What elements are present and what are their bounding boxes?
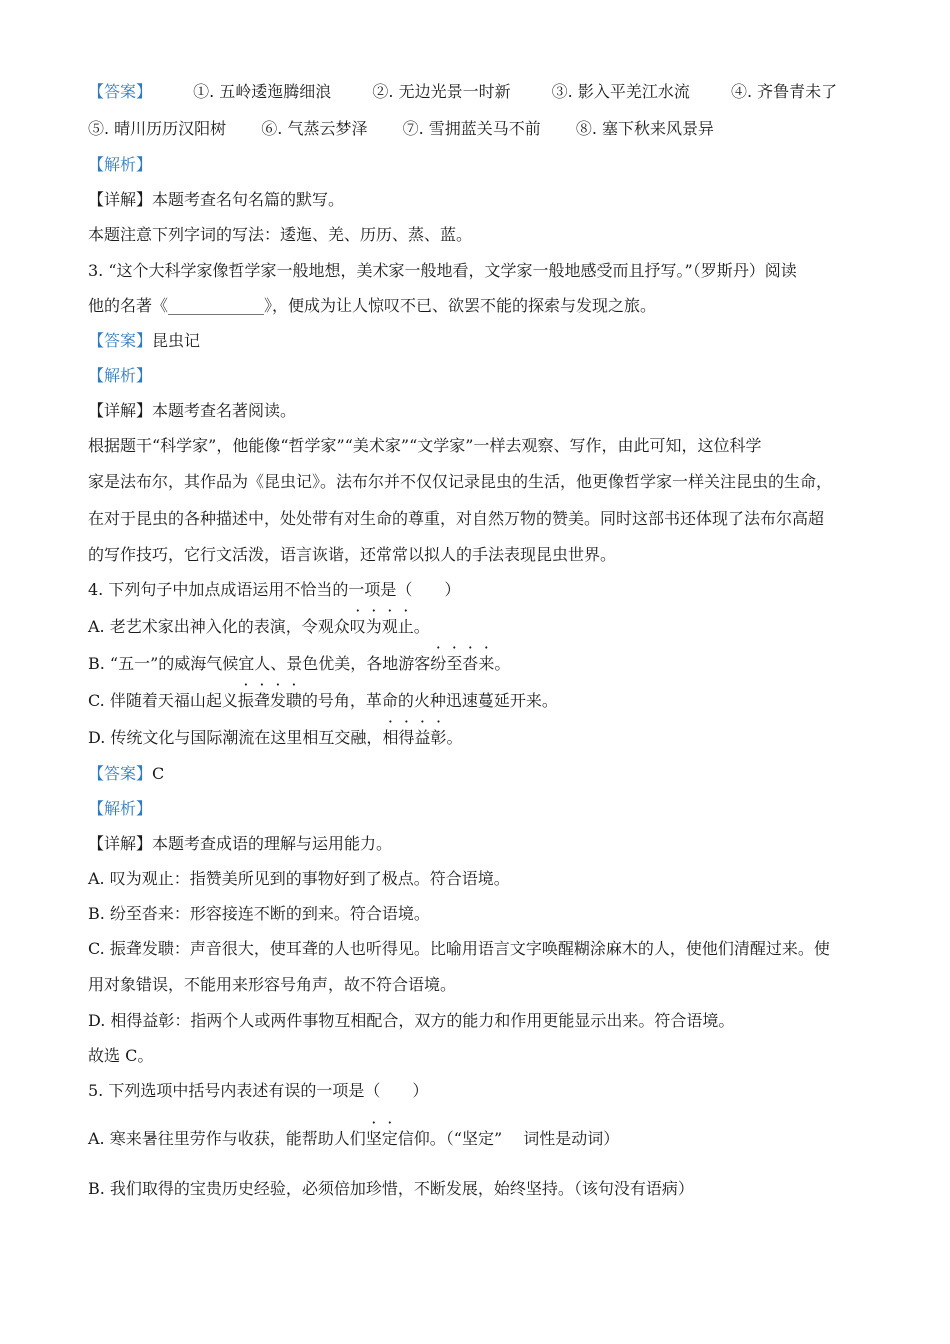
q4-option-b xyxy=(88,654,510,674)
analysis-tag: 【解析】 xyxy=(88,366,153,385)
q5-option-a xyxy=(88,1129,619,1149)
detail-text: 本题考查成语的理解与运用能力。 xyxy=(152,834,393,853)
dotted-char: 纷 xyxy=(430,654,447,673)
q3-stem-line-2: 他的名著《____________》，便成为让人惊叹不已、欲罢不能的探索与发现之旅。 xyxy=(88,296,657,315)
answer-item: ⑦. 雪拥蓝关马不前 xyxy=(402,119,541,138)
answer-item: ⑤. 晴川历历汉阳树 xyxy=(88,119,227,138)
detail-tag: 【详解】 xyxy=(88,834,153,853)
q3-para-line: 的写作技巧，它行文活泼，语言诙谐，还常常以拟人的手法表现昆虫世界。 xyxy=(88,545,617,564)
detail-line xyxy=(88,190,344,210)
answer-text: C xyxy=(152,764,165,783)
option-text: A. 寒来暑往里劳作与收获，能帮助人们 xyxy=(88,1129,366,1148)
option-text: 。 xyxy=(446,728,463,747)
option-text: 的号角，革命的火种迅速蔓延开来。 xyxy=(301,691,558,710)
detail-text: 本题考查名著阅读。 xyxy=(152,401,297,420)
q3-stem-line-1: 3. “这个大科学家像哲学家一般地想，美术家一般地看，文学家一般地感受而且抒写。”（罗斯丹）阅读 xyxy=(88,261,797,280)
dotted-char: 聩 xyxy=(285,691,302,710)
option-text: C. 伴随着天福山起义 xyxy=(88,691,238,710)
q5-option-b: B. 我们取得的宝贵历史经验，必须倍加珍惜，不断发展，始终坚持。（该句没有语病） xyxy=(88,1179,694,1198)
answer-item: ①. 五岭逶迤腾细浪 xyxy=(193,82,332,101)
answer-item: ④. 齐鲁青未了 xyxy=(730,82,838,101)
q2-answer-line-1 xyxy=(88,82,837,102)
dotted-char: 发 xyxy=(269,691,286,710)
q4-option-a xyxy=(88,617,430,637)
explanation-a: A. 叹为观止：指赞美所见到的事物好到了极点。符合语境。 xyxy=(88,869,510,888)
analysis-tag: 【解析】 xyxy=(88,799,153,818)
option-text: 。 xyxy=(494,654,511,673)
dotted-char: 坚 xyxy=(365,1129,382,1148)
option-text: D. 传统文化与国际潮流在这里相互交融， xyxy=(88,728,383,747)
dotted-char: 来 xyxy=(478,654,495,673)
option-text: B. “五一”的威海气候宜人、景色优美，各地游客 xyxy=(88,654,431,673)
analysis-tag: 【解析】 xyxy=(88,155,153,174)
note-line: 本题注意下列字词的写法：逶迤、羌、历历、蒸、蓝。 xyxy=(88,225,473,244)
q3-answer-line xyxy=(88,331,200,351)
q3-para-line: 家是法布尔，其作品为《昆虫记》。法布尔并不仅仅记录昆虫的生活，他更像哲学家一样关注昆虫的生命， xyxy=(88,472,833,491)
dotted-char: 聋 xyxy=(253,691,270,710)
detail-line xyxy=(88,834,392,854)
dotted-char: 振 xyxy=(237,691,254,710)
option-text: 信仰。（“坚定” 词性是动词） xyxy=(397,1129,620,1148)
q4-option-d xyxy=(88,728,463,748)
q2-answer-line-2 xyxy=(88,119,714,139)
dotted-char: 至 xyxy=(446,654,463,673)
answer-tag: 【答案】 xyxy=(88,82,153,101)
detail-tag: 【详解】 xyxy=(88,190,153,209)
dotted-char: 沓 xyxy=(462,654,479,673)
dotted-char: 益 xyxy=(414,728,431,747)
answer-item: ⑥. 气蒸云梦泽 xyxy=(261,119,368,138)
answer-item: ③. 影入平羌江水流 xyxy=(551,82,690,101)
dotted-char: 叹 xyxy=(349,617,366,636)
dotted-char: 相 xyxy=(382,728,399,747)
option-text: 。 xyxy=(413,617,430,636)
option-text: A. 老艺术家出神入化的表演，令观众 xyxy=(88,617,350,636)
q4-answer-line xyxy=(88,764,164,784)
dotted-char: 定 xyxy=(381,1129,398,1148)
dotted-char: 观 xyxy=(381,617,398,636)
answer-tag: 【答案】 xyxy=(88,764,153,783)
answer-text: 昆虫记 xyxy=(152,331,201,350)
answer-item: ⑧. 塞下秋来风景异 xyxy=(575,119,715,138)
detail-line xyxy=(88,401,296,421)
q3-para-line: 在对于昆虫的各种描述中，处处带有对生命的尊重，对自然万物的赞美。同时这部书还体现了法布尔高超 xyxy=(88,509,825,528)
answer-item: ②. 无边光景一时新 xyxy=(372,82,511,101)
conclusion: 故选 C。 xyxy=(88,1046,154,1065)
explanation-c-line-1: C. 振聋发聩：声音很大，使耳聋的人也听得见。比喻用语言文字唤醒糊涂麻木的人，使他们清醒过来。使 xyxy=(88,939,830,958)
q3-para-line: 根据题干“科学家”，他能像“哲学家”“美术家”“文学家”一样去观察、写作，由此可知，这位科学 xyxy=(88,436,762,455)
dotted-char: 止 xyxy=(397,617,414,636)
q5-stem: 5. 下列选项中括号内表述有误的一项是（ ） xyxy=(88,1081,429,1100)
detail-tag: 【详解】 xyxy=(88,401,153,420)
dotted-char: 得 xyxy=(398,728,415,747)
detail-text: 本题考查名句名篇的默写。 xyxy=(152,190,345,209)
dotted-char: 彰 xyxy=(430,728,447,747)
answer-tag: 【答案】 xyxy=(88,331,153,350)
explanation-c-line-2: 用对象错误，不能用来形容号角声，故不符合语境。 xyxy=(88,975,457,994)
q4-option-c xyxy=(88,691,558,711)
dotted-char: 为 xyxy=(365,617,382,636)
explanation-d: D. 相得益彰：指两个人或两件事物互相配合，双方的能力和作用更能显示出来。符合语境。 xyxy=(88,1011,735,1030)
explanation-b: B. 纷至沓来：形容接连不断的到来。符合语境。 xyxy=(88,904,430,923)
q4-stem: 4. 下列句子中加点成语运用不恰当的一项是（ ） xyxy=(88,580,461,599)
